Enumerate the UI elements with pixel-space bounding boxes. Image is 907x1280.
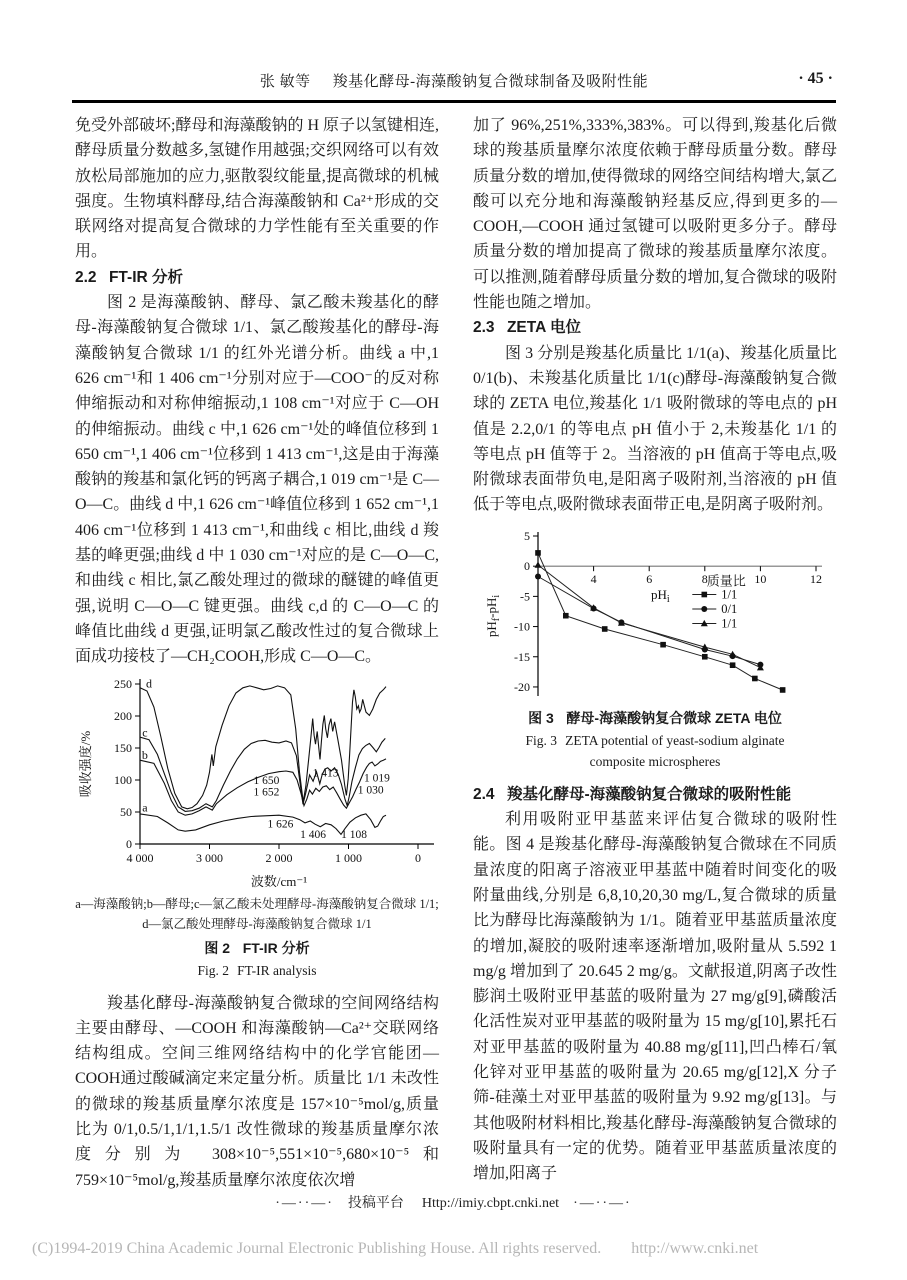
- fig3-caption-zh: [473, 706, 837, 730]
- copyright-text: (C)1994-2019 China Academic Journal Electronic Publishing House. All rights reserved.: [32, 1240, 602, 1257]
- fig2-label-en: Fig. 2: [197, 962, 230, 978]
- running-title: 羧基化酵母-海藻酸钠复合微球制备及吸附性能: [332, 74, 649, 90]
- page-header: [73, 70, 835, 94]
- svg-text:1 030: 1 030: [357, 784, 384, 797]
- spacer: [473, 518, 837, 524]
- section-title: FT-IR 分析: [108, 268, 184, 286]
- fig2-caption-zh: [75, 936, 439, 960]
- footer-platform-label: 投稿平台: [347, 1196, 404, 1211]
- right-column: [473, 113, 837, 1193]
- svg-text:50: 50: [120, 804, 132, 819]
- svg-text:4 000: 4 000: [126, 850, 154, 865]
- svg-text:c: c: [142, 725, 148, 740]
- section-number: 2.4: [473, 785, 495, 803]
- svg-text:4: 4: [590, 571, 597, 586]
- header-rule: [72, 100, 836, 103]
- svg-text:250: 250: [114, 676, 132, 691]
- svg-text:1 650: 1 650: [253, 774, 280, 787]
- svg-text:100: 100: [114, 772, 132, 787]
- svg-text:5: 5: [524, 528, 530, 543]
- svg-text:0/1: 0/1: [721, 601, 738, 616]
- page-number: · 45 ·: [798, 70, 833, 87]
- paragraph-continued: 加了 96%,251%,333%,383%。可以得到,羧基化后微球的羧基质量摩尔浓度依赖于酵母质量分数。酵母质量分数的增加,使得微球的网络空间结构增大,氯乙酸可以充分地和海藻酸钠羟基反应,得到更多的—COOH,—COOH 通过氢键可以吸附更多分子。酵母质量分数的增加提高了微球的羧基质量摩尔浓度。可以推测,随着酵母质量分数的增加,复合微球的吸附性能也随之增加。: [473, 117, 837, 312]
- svg-text:质量比: 质量比: [706, 573, 746, 589]
- svg-text:1 652: 1 652: [253, 786, 280, 799]
- fig2-caption-en: [75, 960, 439, 981]
- svg-text:波数/cm⁻¹: 波数/cm⁻¹: [250, 873, 308, 889]
- fig3-label: 图 3: [528, 709, 554, 726]
- svg-text:-20: -20: [514, 679, 530, 694]
- paragraph-ftir: 图 2 是海藻酸钠、酵母、氯乙酸未羧基化的酵母-海藻酸钠复合微球 1/1、氯乙酸羧基化的酵母-海藻酸钠复合微球 1/1 的红外光谱分析。曲线 a 中,1 626 cm⁻¹和 1 406 cm⁻¹分别对应于—COO⁻的反对称伸缩振动和对称伸缩振动,1 108 cm⁻¹对应于 C—OH 的伸缩振动。曲线 c 中,1 626 cm⁻¹处的峰值位移到 1 650 cm⁻¹,1 406 cm⁻¹位移到 1 413 cm⁻¹,这是由于海藻酸钠的羧基和氯化钙的钙离子耦合,1 019 cm⁻¹是 C—O—C。曲线 d 中,1 626 cm⁻¹峰值位移到 1 652 cm⁻¹,1 406 cm⁻¹位移到 1 413 cm⁻¹,和曲线 c 相比,曲线 d 羧基的峰更强;曲线 d 中 1 030 cm⁻¹对应的是 C—O—C,和曲线 c 相比,氯乙酸处理过的微球的醚键的峰值更强,说明 C—O—C 键更强。曲线 c,d 的 C—O—C 的峰值比曲线 d 更强,证明氯乙酸改性过的复合微球上面成功接枝了—CH₂COOH,形成 C—O—C。: [75, 294, 439, 666]
- spacer: [75, 981, 439, 991]
- svg-text:200: 200: [114, 708, 132, 723]
- fig3-title-en: ZETA potential of yeast-sodium alginate: [565, 732, 785, 748]
- svg-text:10: 10: [754, 571, 767, 586]
- section-number: 2.2: [75, 268, 97, 286]
- svg-text:0: 0: [415, 850, 421, 865]
- copyright-url: http://www.cnki.net: [631, 1240, 759, 1257]
- left-column: [75, 113, 439, 1193]
- running-head: [73, 70, 835, 91]
- svg-text:3 000: 3 000: [196, 850, 223, 865]
- svg-text:b: b: [141, 747, 148, 762]
- running-authors: 张 敏等: [259, 74, 311, 90]
- svg-text:-15: -15: [514, 649, 530, 664]
- paragraph-adsorption: 利用吸附亚甲基蓝来评估复合微球的吸附性能。图 4 是羧基化酵母-海藻酸钠复合微球在不同质量浓度的阳离子溶液亚甲基蓝中随着时间变化的吸附量曲线,分别是 6,8,10,20,30 mg/L,复合微球的质量比为酵母比海藻酸钠为 1/1。随着亚甲基蓝质量浓度的增加,凝胶的吸附速率逐渐增加,吸附量从 5.592 1 mg/g 增加到了 20.645 2 mg/g。文献报道,阴离子改性膨润土吸附亚甲基蓝的吸附量为 27 mg/g[9],磷酸活化活性炭对亚甲基蓝的吸附量为 15 mg/g[10],累托石对亚甲基蓝的吸附量为 40.88 mg/g[11],凹凸棒石/氧化锌对亚甲基蓝的吸附量为 20.65 mg/g[12],X 分子筛-硅藻土对亚甲基蓝的吸附量为 9.92 mg/g[13]。与其他吸附材料相比,羧基化酵母-海藻酸钠复合微球的吸附量具有一定的优势。随着亚甲基蓝质量浓度的增加,阳离子: [473, 811, 837, 1183]
- svg-text:d: d: [146, 675, 153, 690]
- fig3-zeta-chart: [482, 526, 828, 704]
- fig2-legend-note-2: d—氯乙酸处理酵母-海藻酸钠复合微球 1/1: [142, 916, 372, 931]
- svg-text:0: 0: [126, 836, 132, 851]
- svg-text:1 000: 1 000: [335, 850, 362, 865]
- svg-text:pHi: $pH_i$: [650, 586, 670, 605]
- svg-text:1 413: 1 413: [312, 766, 339, 779]
- svg-text:-10: -10: [514, 619, 530, 634]
- two-column-body: [75, 113, 837, 1193]
- fig3-caption-en-line2: composite microspheres: [589, 753, 721, 769]
- fig2-ftir-chart: [76, 672, 438, 892]
- svg-text:1 019: 1 019: [364, 771, 390, 784]
- svg-text:12: 12: [810, 571, 822, 586]
- fig2-legend-note-1: a—海藻酸钠;b—酵母;c—氯乙酸未处理酵母-海藻酸钠复合微球 1/1;: [75, 896, 439, 911]
- paragraph-network: 羧基化酵母-海藻酸钠复合微球的空间网络结构主要由酵母、—COOH 和海藻酸钠—Ca²⁺交联网络结构组成。空间三维网络结构中的化学官能团—COOH通过酸碱滴定来定量分析。质量比 1/1 未改性的微球的羧基质量摩尔浓度是 157×10⁻⁵mol/g,质量比为 0/1,0.5/1,1/1,1.5/1 改性微球的羧基质量摩尔浓度分别为 308×10⁻⁵,551×10⁻⁵,680×10⁻⁵和 759×10⁻⁵mol/g,羧基质量摩尔浓度依次增: [75, 994, 439, 1189]
- section-heading-2-4: [473, 782, 837, 807]
- section-title: ZETA 电位: [506, 319, 582, 337]
- copyright-line: [32, 1240, 875, 1258]
- fig2-title-en: FT-IR analysis: [237, 962, 317, 978]
- fig3-title: 酵母-海藻酸钠复合微球 ZETA 电位: [566, 709, 782, 726]
- paragraph-continued: 免受外部破坏;酵母和海藻酸钠的 H 原子以氢键相连,酵母质量分数越多,氢键作用越强;交织网络可以有效放松局部施加的应力,驱散裂纹能量,提高微球的机械强度。生物填料酵母,结合海藻酸钠和 Ca²⁺形成的交联网络对提高复合微球的力学性能有至关重要的作用。: [75, 117, 440, 261]
- svg-text:2 000: 2 000: [265, 850, 293, 865]
- svg-text:1/1: 1/1: [721, 587, 738, 602]
- section-heading-2-2: [75, 265, 439, 290]
- fig2-title: FT-IR 分析: [242, 939, 310, 956]
- svg-text:1 626: 1 626: [267, 818, 294, 831]
- svg-text:-5: -5: [520, 589, 530, 604]
- footer-url: Http://imiy.cbpt.cnki.net: [421, 1196, 560, 1211]
- fig3-caption-en: [473, 730, 837, 751]
- spacer: [473, 772, 837, 782]
- paragraph-zeta: 图 3 分别是羧基化质量比 1/1(a)、羧基化质量比 0/1(b)、未羧基化质量比 1/1(c)酵母-海藻酸钠复合微球的 ZETA 电位,羧基化 1/1 吸附微球的等电点的 pH 值是 2.2,0/1 的等电点 pH 值小于 2,未羧基化 1/1 的等电点 pH 值等于 2。当溶液的 pH 值高于等电点,吸附微球表面带负电,是阳离子吸附剂,当溶液的 pH 值低于等电点,吸附微球表面带正电,是阴离子吸附剂。: [473, 344, 837, 514]
- fig2-label: 图 2: [204, 939, 231, 956]
- svg-text:吸收强度/%: 吸收强度/%: [78, 730, 93, 797]
- section-title: 羧基化酵母-海藻酸钠复合微球的吸附性能: [506, 785, 792, 803]
- svg-text:1 108: 1 108: [341, 828, 367, 841]
- footer-decoration-right: ·—··—·: [573, 1196, 632, 1211]
- svg-text:150: 150: [114, 740, 132, 755]
- svg-text:1 406: 1 406: [300, 828, 326, 841]
- svg-text:1/1: 1/1: [721, 616, 738, 631]
- svg-text:0: 0: [524, 558, 530, 573]
- section-heading-2-3: [473, 315, 837, 340]
- svg-text:pHf-pHi: $pH_f-pH_i$: [484, 594, 502, 637]
- svg-text:6: 6: [646, 571, 653, 586]
- footer-decoration-left: ·—··—·: [275, 1196, 334, 1211]
- section-number: 2.3: [473, 319, 495, 337]
- svg-text:a: a: [142, 800, 148, 815]
- fig3-label-en: Fig. 3: [525, 732, 558, 748]
- svg-text:8: 8: [701, 571, 708, 586]
- page-footer: [0, 1192, 907, 1212]
